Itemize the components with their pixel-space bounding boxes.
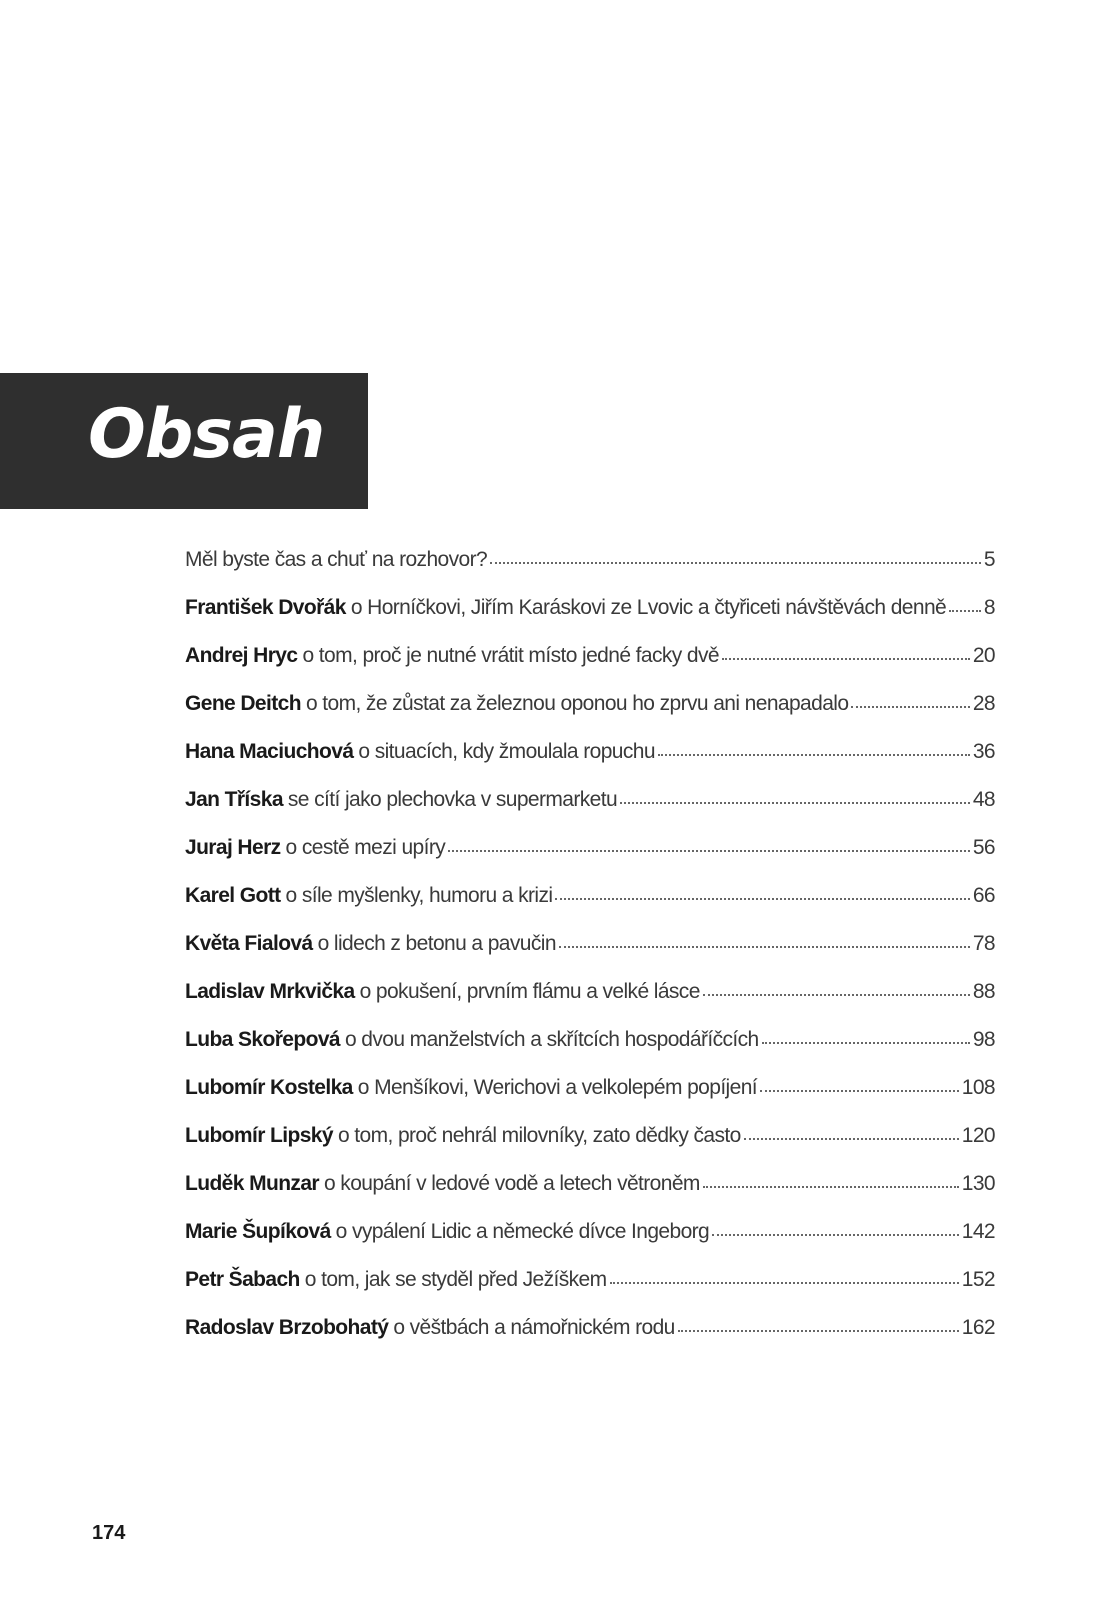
toc-entry-description: o dvou manželstvích a skřítcích hospodáříčcích: [344, 1028, 759, 1051]
toc-entry: [185, 1220, 995, 1268]
toc-entry: [185, 836, 995, 884]
toc-entry-description: o situacích, kdy žmoulala ropuchu: [358, 740, 655, 763]
toc-entry-name: Luba Skořepová: [185, 1028, 340, 1051]
toc-entry-page: 20: [972, 644, 995, 667]
toc-entry-description: o tom, že zůstat za železnou oponou ho zprvu ani nenapadalo: [305, 692, 849, 715]
toc-entry: [185, 788, 995, 836]
toc-entry-name: František Dvořák: [185, 596, 346, 619]
toc-entry-page: 78: [972, 932, 995, 955]
toc-entry-page: 142: [961, 1220, 995, 1243]
dot-leader: [703, 994, 970, 996]
toc-entry: [185, 692, 995, 740]
toc-entry-name: Lubomír Kostelka: [185, 1076, 353, 1099]
toc-entry-description: o koupání v ledové vodě a letech větroněm: [323, 1172, 700, 1195]
toc-entry-description: o tom, jak se styděl před Ježíškem: [304, 1268, 607, 1291]
dot-leader: [678, 1330, 959, 1332]
toc-entry-description: o věštbách a námořnickém rodu: [393, 1316, 675, 1339]
dot-leader: [490, 562, 981, 564]
toc-entry-name: Jan Tříska: [185, 788, 283, 811]
toc-entry-name: Gene Deitch: [185, 692, 301, 715]
toc-entry-name: Radoslav Brzobohatý: [185, 1316, 389, 1339]
dot-leader: [762, 1042, 970, 1044]
toc-entry: [185, 980, 995, 1028]
dot-leader: [722, 658, 970, 660]
dot-leader: [744, 1138, 959, 1140]
toc-entry-page: 88: [972, 980, 995, 1003]
toc-entry-name: Marie Šupíková: [185, 1220, 331, 1243]
toc-entry: [185, 596, 995, 644]
page-number: 174: [92, 1522, 126, 1544]
toc-entry-description: o Horníčkovi, Jiřím Karáskovi ze Lvovic a čtyřiceti návštěvách denně: [350, 596, 947, 619]
toc-entry-description: Měl byste čas a chuť na rozhovor?: [185, 548, 488, 571]
dot-leader: [620, 802, 970, 804]
toc-entry-name: Karel Gott: [185, 884, 281, 907]
dot-leader: [712, 1234, 959, 1236]
toc-entry-page: 152: [961, 1268, 995, 1291]
toc-entry: [185, 884, 995, 932]
dot-leader: [658, 754, 970, 756]
toc-entry-page: 120: [961, 1124, 995, 1147]
toc-entry: [185, 548, 995, 596]
toc-entry-page: 130: [961, 1172, 995, 1195]
dot-leader: [851, 706, 969, 708]
toc-entry-page: 98: [972, 1028, 995, 1051]
toc-entry-name: Hana Maciuchová: [185, 740, 354, 763]
toc-entry: [185, 1268, 995, 1316]
table-of-contents: [185, 548, 995, 1364]
toc-entry: [185, 740, 995, 788]
dot-leader: [555, 898, 969, 900]
dot-leader: [448, 850, 970, 852]
dot-leader: [760, 1090, 959, 1092]
toc-entry-name: Juraj Herz: [185, 836, 281, 859]
toc-entry-name: Lubomír Lipský: [185, 1124, 333, 1147]
dot-leader: [703, 1186, 959, 1188]
toc-entry-description: o tom, proč je nutné vrátit místo jedné facky dvě: [302, 644, 719, 667]
toc-entry-page: 8: [983, 596, 995, 619]
toc-entry-page: 66: [972, 884, 995, 907]
toc-entry-description: o pokušení, prvním flámu a velké lásce: [359, 980, 700, 1003]
toc-entry: [185, 1172, 995, 1220]
toc-entry-description: o Menšíkovi, Werichovi a velkolepém popíjení: [357, 1076, 758, 1099]
toc-entry-description: se cítí jako plechovka v supermarketu: [287, 788, 618, 811]
toc-entry-description: o síle myšlenky, humoru a krizi: [285, 884, 553, 907]
toc-entry: [185, 1124, 995, 1172]
toc-entry-name: Ladislav Mrkvička: [185, 980, 355, 1003]
toc-entry-page: 28: [972, 692, 995, 715]
toc-entry-page: 5: [983, 548, 995, 571]
toc-entry-name: Andrej Hryc: [185, 644, 298, 667]
toc-entry-name: Petr Šabach: [185, 1268, 300, 1291]
toc-entry-page: 56: [972, 836, 995, 859]
toc-entry-description: o cestě mezi upíry: [285, 836, 446, 859]
toc-entry: [185, 644, 995, 692]
toc-entry-page: 108: [961, 1076, 995, 1099]
dot-leader: [949, 610, 981, 612]
toc-entry-page: 162: [961, 1316, 995, 1339]
toc-entry-name: Květa Fialová: [185, 932, 313, 955]
dot-leader: [559, 946, 970, 948]
toc-entry-name: Luděk Munzar: [185, 1172, 319, 1195]
page-title: Obsah: [88, 395, 325, 474]
toc-entry-description: o lidech z betonu a pavučin: [317, 932, 556, 955]
toc-entry: [185, 1028, 995, 1076]
toc-entry-description: o tom, proč nehrál milovníky, zato dědky často: [337, 1124, 741, 1147]
title-banner: [0, 373, 368, 509]
toc-entry: [185, 1076, 995, 1124]
dot-leader: [610, 1282, 959, 1284]
toc-entry: [185, 932, 995, 980]
toc-entry-page: 48: [972, 788, 995, 811]
toc-entry: [185, 1316, 995, 1364]
toc-entry-page: 36: [972, 740, 995, 763]
toc-entry-description: o vypálení Lidic a německé dívce Ingeborg: [335, 1220, 710, 1243]
